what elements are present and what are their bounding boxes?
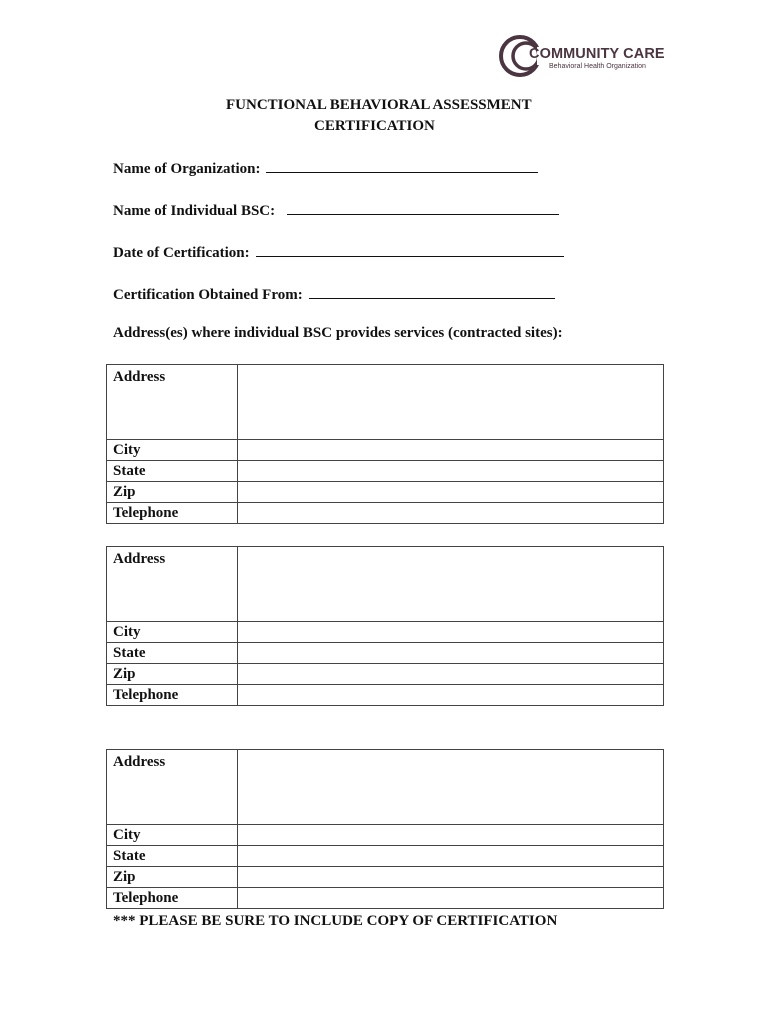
telephone-label: Telephone bbox=[107, 888, 238, 909]
certification-source-blank[interactable] bbox=[309, 284, 555, 299]
address-label: Address bbox=[107, 365, 238, 440]
telephone-label: Telephone bbox=[107, 503, 238, 524]
zip-label: Zip bbox=[107, 664, 238, 685]
logo-subtitle: Behavioral Health Organization bbox=[549, 63, 646, 70]
organization-name-label: Name of Organization: bbox=[113, 161, 261, 177]
city-input[interactable] bbox=[238, 622, 664, 643]
state-input[interactable] bbox=[238, 643, 664, 664]
zip-input[interactable] bbox=[238, 664, 664, 685]
certification-date-field bbox=[113, 242, 564, 262]
address-block-1 bbox=[106, 364, 664, 524]
community-care-logo bbox=[499, 33, 669, 79]
certification-source-field bbox=[113, 284, 555, 304]
address-input[interactable] bbox=[238, 547, 664, 622]
state-label: State bbox=[107, 846, 238, 867]
individual-bsc-blank[interactable] bbox=[287, 200, 559, 215]
individual-bsc-field bbox=[113, 200, 559, 220]
telephone-input[interactable] bbox=[238, 888, 664, 909]
zip-label: Zip bbox=[107, 482, 238, 503]
address-label: Address bbox=[107, 547, 238, 622]
individual-bsc-label: Name of Individual BSC: bbox=[113, 203, 276, 219]
telephone-label: Telephone bbox=[107, 685, 238, 706]
zip-label: Zip bbox=[107, 867, 238, 888]
telephone-input[interactable] bbox=[238, 685, 664, 706]
footer-note: *** PLEASE BE SURE TO INCLUDE COPY OF CERTIFICATION bbox=[113, 913, 558, 929]
organization-name-field bbox=[113, 158, 538, 178]
logo-name: COMMUNITY CARE bbox=[529, 46, 665, 62]
address-block-3 bbox=[106, 749, 664, 909]
address-input[interactable] bbox=[238, 750, 664, 825]
zip-input[interactable] bbox=[238, 482, 664, 503]
certification-date-blank[interactable] bbox=[256, 242, 564, 257]
city-label: City bbox=[107, 440, 238, 461]
city-label: City bbox=[107, 825, 238, 846]
city-input[interactable] bbox=[238, 825, 664, 846]
state-input[interactable] bbox=[238, 846, 664, 867]
form-title-line2: CERTIFICATION bbox=[314, 118, 435, 134]
state-label: State bbox=[107, 643, 238, 664]
address-input[interactable] bbox=[238, 365, 664, 440]
form-title-line1: FUNCTIONAL BEHAVIORAL ASSESSMENT bbox=[226, 97, 532, 113]
city-label: City bbox=[107, 622, 238, 643]
organization-name-blank[interactable] bbox=[266, 158, 538, 173]
city-input[interactable] bbox=[238, 440, 664, 461]
state-label: State bbox=[107, 461, 238, 482]
state-input[interactable] bbox=[238, 461, 664, 482]
certification-date-label: Date of Certification: bbox=[113, 245, 250, 261]
address-label: Address bbox=[107, 750, 238, 825]
addresses-note: Address(es) where individual BSC provides services (contracted sites): bbox=[113, 325, 563, 341]
zip-input[interactable] bbox=[238, 867, 664, 888]
address-block-2 bbox=[106, 546, 664, 706]
certification-source-label: Certification Obtained From: bbox=[113, 287, 303, 303]
telephone-input[interactable] bbox=[238, 503, 664, 524]
